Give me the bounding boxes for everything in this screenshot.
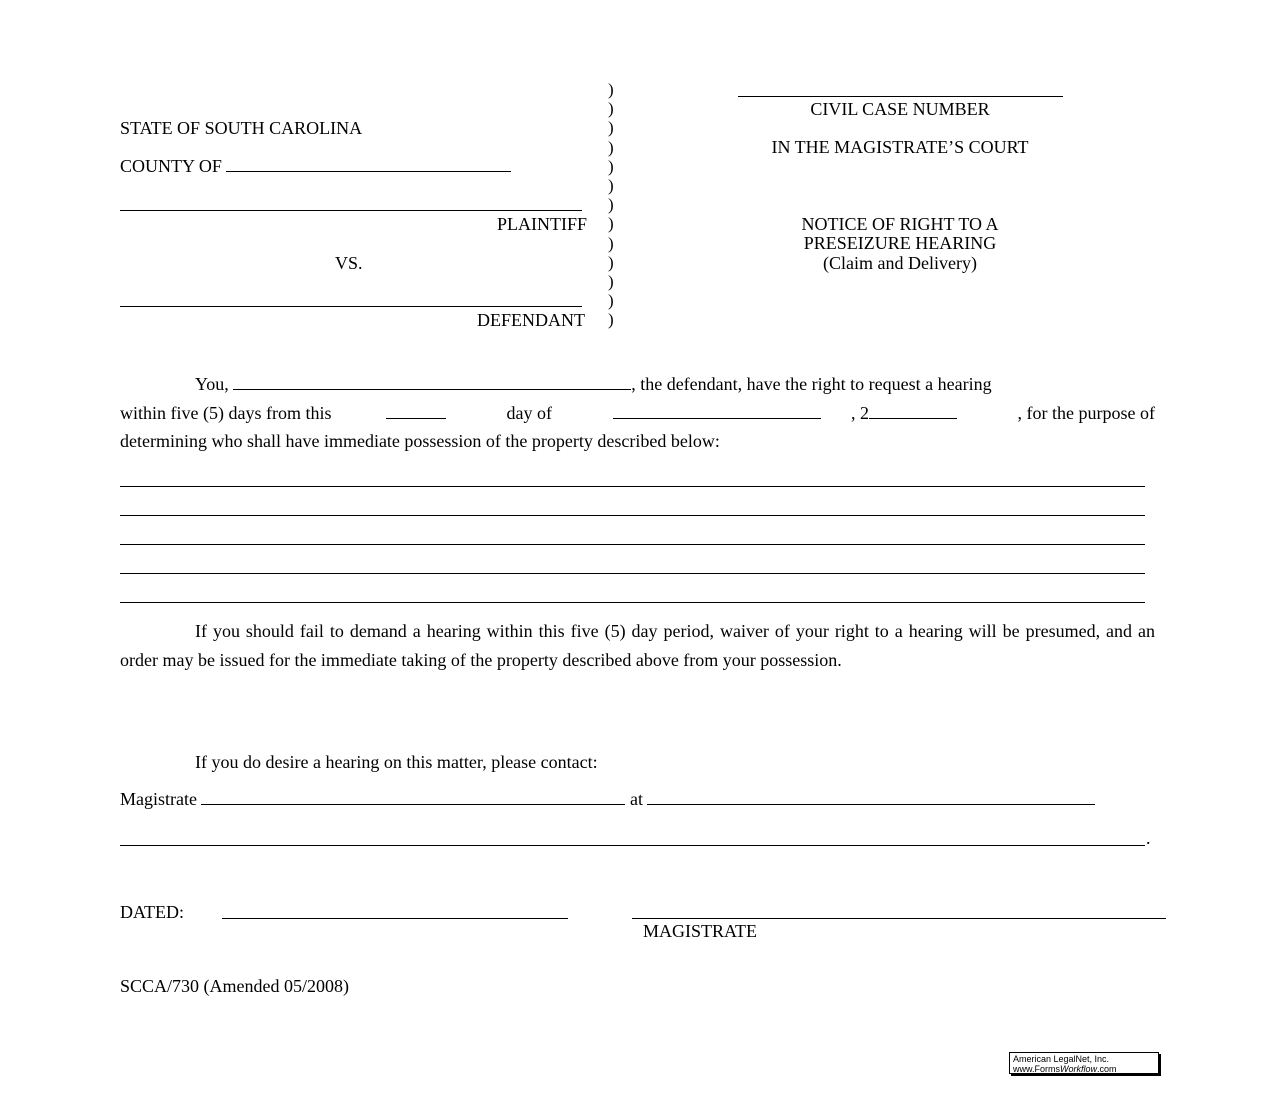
county-field[interactable]	[226, 156, 511, 172]
case-number-field[interactable]	[738, 96, 1063, 97]
document-title-line1: NOTICE OF RIGHT TO A	[801, 214, 999, 234]
magistrate-contact-line: Magistrate at	[120, 789, 1095, 809]
magistrate-signature-label: MAGISTRATE	[643, 921, 758, 941]
magistrate-signature-line[interactable]	[632, 918, 1166, 919]
magistrate-address-line-2[interactable]	[120, 845, 1145, 846]
document-subtitle: (Claim and Delivery)	[823, 253, 977, 273]
defendant-name-field[interactable]	[233, 374, 631, 390]
plaintiff-label: PLAINTIFF	[496, 214, 587, 234]
defendant-name-line[interactable]	[120, 306, 582, 307]
property-description-line[interactable]	[120, 602, 1145, 603]
paragraph-3: If you do desire a hearing on this matter, please contact:	[195, 752, 598, 772]
dated-field[interactable]	[222, 918, 568, 919]
paragraph-2: If you should fail to demand a hearing within this five (5) day period, waiver of your right to a hearing will be presumed, and an order may be issued for the immediate taking of the property described above from your possession.	[120, 621, 1155, 670]
paragraph-1-line-2: within five (5) days from this day of , 2 , for the purpose of	[120, 403, 1155, 423]
property-description-line[interactable]	[120, 515, 1145, 516]
court-label: IN THE MAGISTRATE’S COURT	[771, 137, 1029, 157]
day-field[interactable]	[386, 403, 446, 419]
month-field[interactable]	[613, 403, 821, 419]
dated-label: DATED:	[120, 902, 184, 922]
publisher-stamp: American LegalNet, Inc. www.FormsWorkflow.com	[1009, 1052, 1159, 1074]
paragraph-1-line-1: You, , the defendant, have the right to request a hearing	[195, 374, 992, 394]
property-description-line[interactable]	[120, 573, 1145, 574]
caption-divider: ) ) ) ) ) ) ) ) ) ) ) ) )	[608, 80, 614, 330]
magistrate-name-field[interactable]	[201, 789, 625, 805]
defendant-label: DEFENDANT	[477, 310, 585, 330]
plaintiff-name-line[interactable]	[120, 210, 582, 211]
state-label: STATE OF SOUTH CAROLINA	[120, 118, 363, 138]
case-number-label: CIVIL CASE NUMBER	[810, 99, 990, 119]
year-field[interactable]	[869, 403, 957, 419]
county-label: COUNTY OF	[120, 156, 511, 176]
property-description-line[interactable]	[120, 486, 1145, 487]
paragraph-1-line-3: determining who shall have immediate possession of the property described below:	[120, 431, 720, 451]
vs-label: VS.	[335, 253, 363, 273]
form-identifier: SCCA/730 (Amended 05/2008)	[120, 976, 349, 996]
property-description-line[interactable]	[120, 544, 1145, 545]
magistrate-address-field[interactable]	[647, 789, 1095, 805]
document-title-line2: PRESEIZURE HEARING	[803, 233, 997, 253]
address-period: .	[1146, 828, 1151, 848]
